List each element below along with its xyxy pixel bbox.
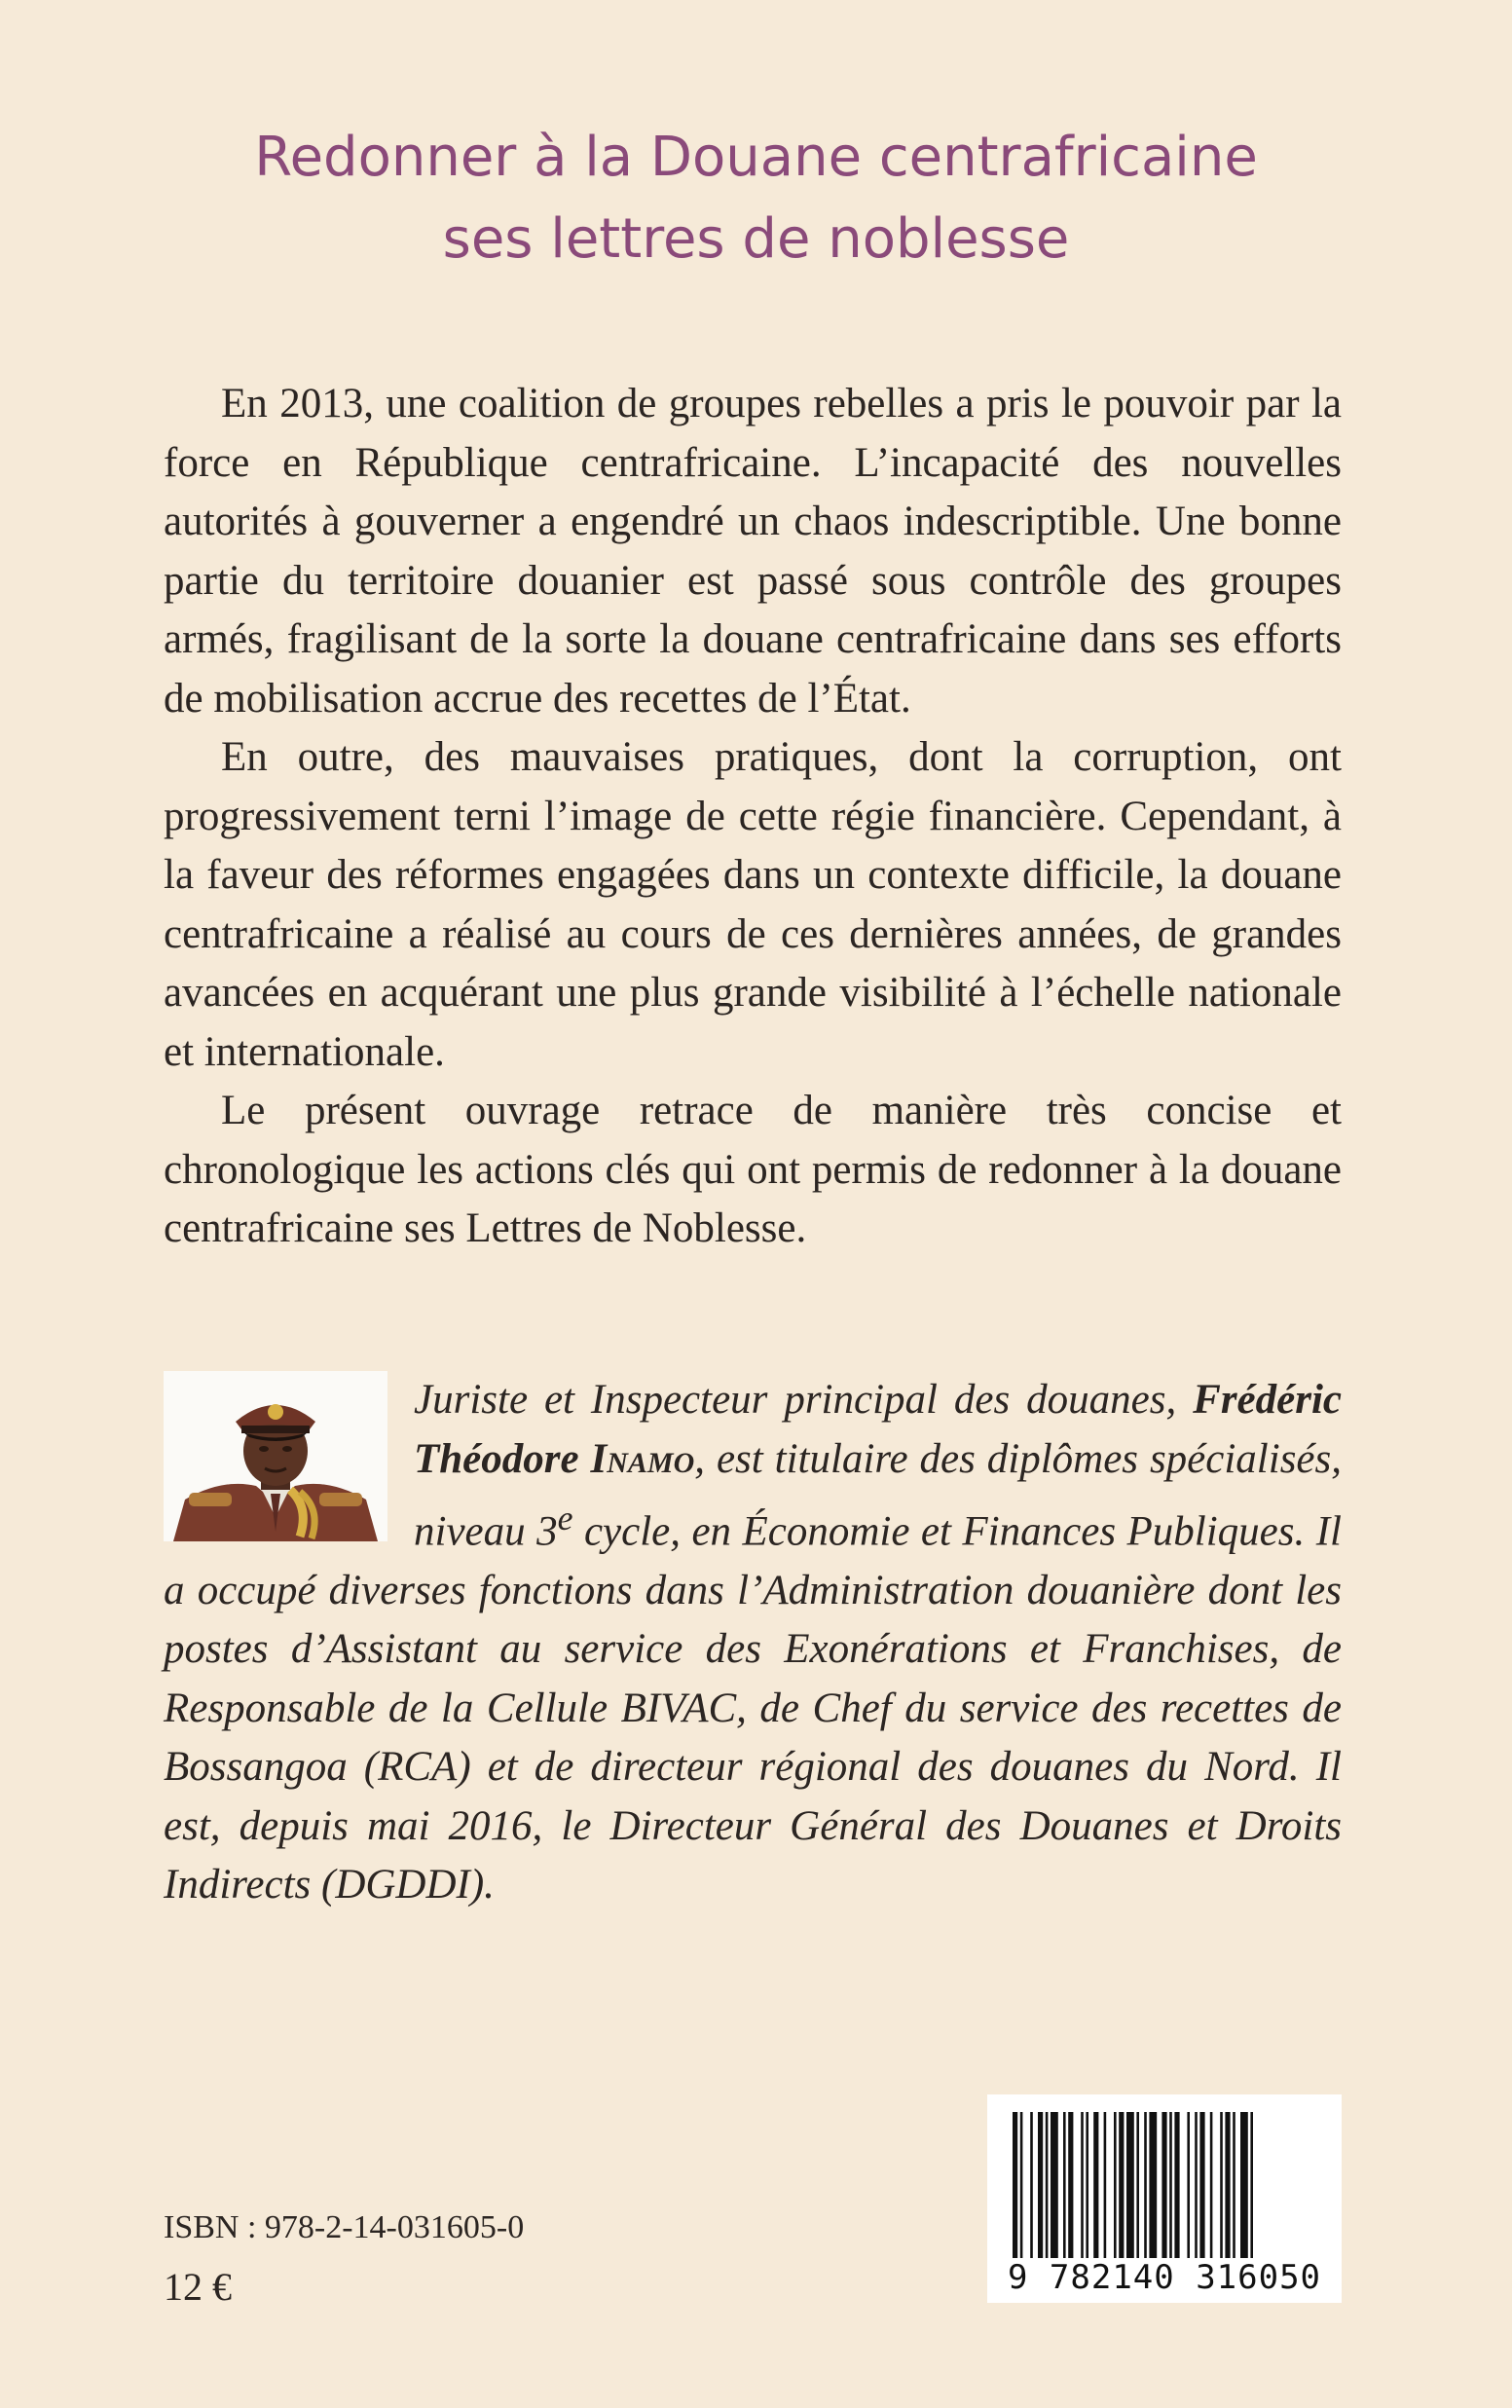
summary-paragraph: En 2013, une coalition de groupes rebelles a pris le pouvoir par la force en République centrafricaine. L’incapacité des nouvelles autorités à gouverner a engendré un chaos indescriptible. Une bonne partie du territoire douanier est passé sous contrôle des groupes armés, fragilisant de la sorte la douane centrafricaine dans ses efforts de mobilisation accrue des recettes de l’État. bbox=[164, 381, 1342, 722]
author-intro: Juriste et Inspecteur principal des douanes, bbox=[414, 1377, 1194, 1423]
author-bio bbox=[164, 1371, 1342, 1915]
author-portrait-icon bbox=[164, 1371, 387, 1541]
author-surname: Inamo bbox=[590, 1435, 695, 1482]
author-photo bbox=[164, 1371, 387, 1541]
isbn-barcode bbox=[987, 2094, 1342, 2303]
title-line-1: Redonner à la Douane centrafricaine bbox=[254, 126, 1258, 189]
author-bio-part2: cycle, en Économie et Finances Publiques. Il a occupé diverses fonctions dans l’Administration douanière dont les postes d’Assistant au service des Exonérations et Franchises, de Responsable de la Cellule BIVAC, de Chef du service des recettes de Bossangoa (RCA) et de directeur régional des douanes du Nord. Il est, depuis mai 2016, le Directeur Général des Douanes et Droits Indirects (DGDDI). bbox=[164, 1508, 1342, 1908]
isbn-label: ISBN : 978-2-14-031605-0 bbox=[164, 2209, 525, 2245]
summary-paragraph: Le présent ouvrage retrace de manière très concise et chronologique les actions clés qui ont permis de redonner à la douane centrafricaine ses Lettres de Noblesse. bbox=[164, 1088, 1342, 1251]
title-line-2: ses lettres de noblesse bbox=[442, 207, 1070, 271]
author-first-names: Frédéric Théodore bbox=[414, 1377, 1342, 1482]
summary-text bbox=[164, 375, 1342, 1259]
price-label: 12 € bbox=[164, 2265, 232, 2309]
author-bio-part1: , est titulaire des diplômes spécialisés, niveau 3 bbox=[414, 1435, 1342, 1555]
book-title bbox=[0, 117, 1512, 280]
summary-paragraph: En outre, des mauvaises pratiques, dont la corruption, ont progressivement terni l’image de cette régie financière. Cependant, à la faveur des réformes engagées dans un contexte difficile, la douane centrafricaine a réalisé au cours de ces dernières années, de grandes avancées en acquérant une plus grande visibilité à l’échelle nationale et internationale. bbox=[164, 734, 1342, 1075]
barcode-digits: 9 782140 316050 bbox=[1007, 2258, 1322, 2297]
ordinal-superscript: e bbox=[557, 1499, 573, 1537]
